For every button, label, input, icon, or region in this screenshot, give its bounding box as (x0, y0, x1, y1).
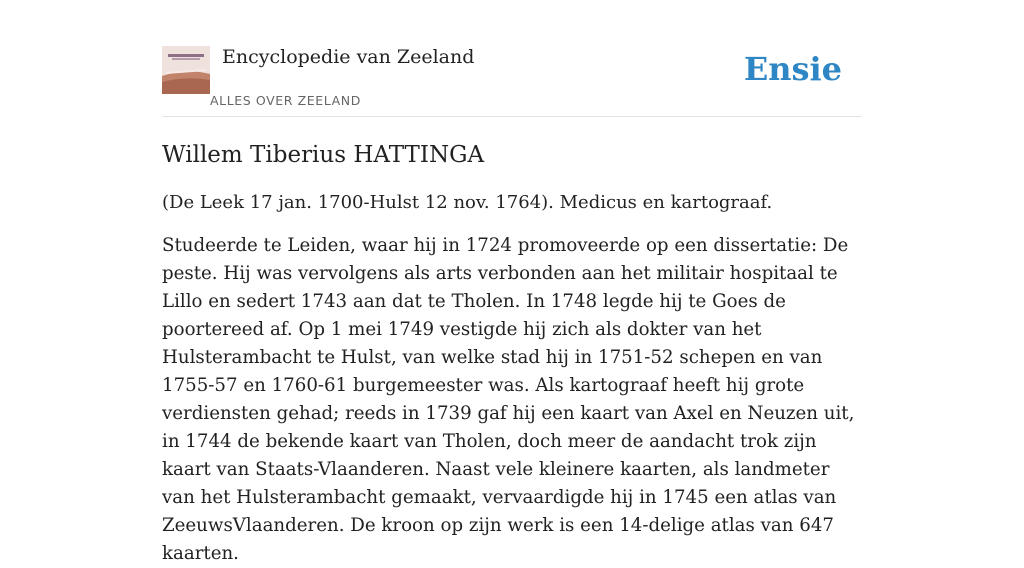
article-lead: (De Leek 17 jan. 1700-Hulst 12 nov. 1764). Medicus en kartograaf. (162, 192, 773, 213)
ensie-logo-link[interactable]: Ensie (743, 50, 842, 88)
article-title: Willem Tiberius HATTINGA (162, 142, 485, 168)
site-header (162, 44, 862, 117)
article-content (162, 138, 862, 568)
article-body: Studeerde te Leiden, waar hij in 1724 promoveerde op een dissertatie: De peste. Hij was vervolgens als arts verbonden aan het militair hospitaal te Lillo en sedert 1743 aan dat te Tholen. In 1748 legde hij te Goes de poortereed af. Op 1 mei 1749 vestigde hij zich als dokter van het Hulsterambacht te Hulst, van welke stad hij in 1751-52 schepen en van 1755-57 en 1760-61 burgemeester was. Als kartograaf heeft hij grote verdiensten gehad; reeds in 1739 gaf hij een kaart van Axel en Neuzen uit, in 1744 de bekende kaart van Tholen, doch meer de aandacht trok zijn kaart van Staats-Vlaanderen. Naast vele kleinere kaarten, als landmeter van het Hulsterambacht gemaakt, vervaardigde hij in 1745 een atlas van ZeeuwsVlaanderen. De kroon op zijn werk is een 14-delige atlas van 647 kaarten. (162, 235, 855, 564)
book-thumbnail-icon[interactable] (162, 46, 210, 94)
site-subtitle: ALLES OVER ZEELAND (210, 93, 361, 108)
site-title[interactable]: Encyclopedie van Zeeland (222, 46, 475, 68)
